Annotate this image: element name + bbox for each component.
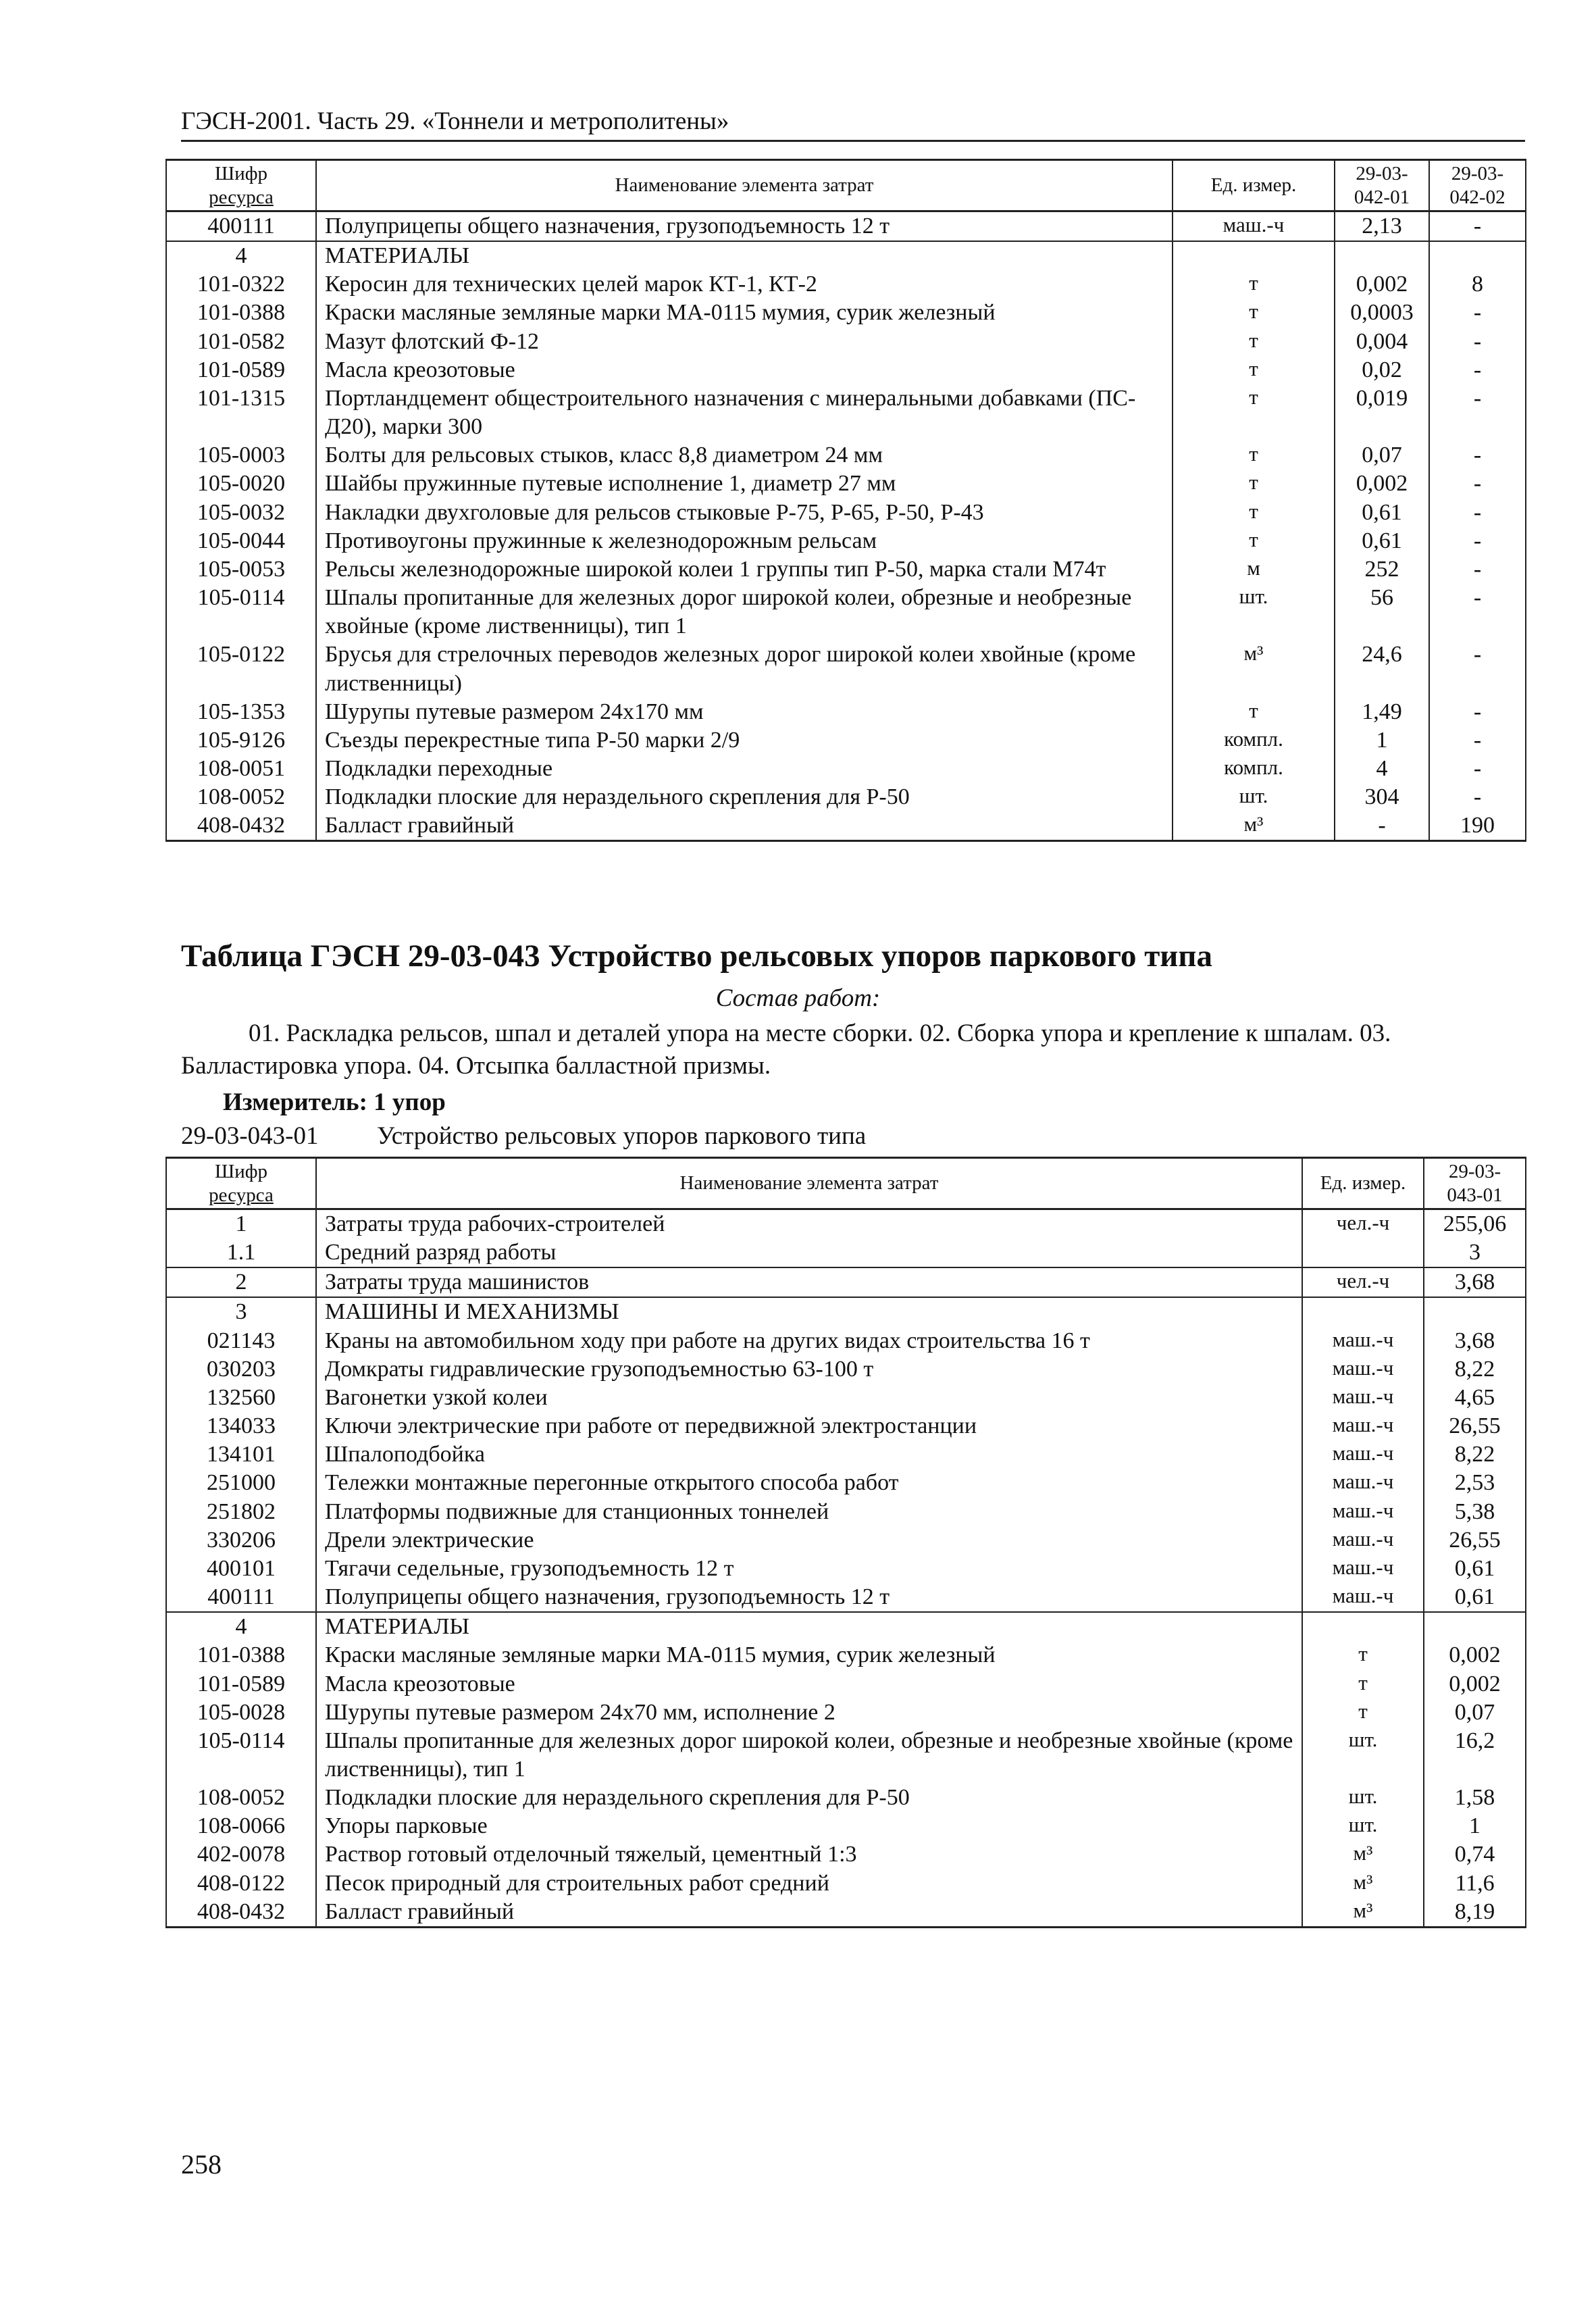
table-row [166,1555,1526,1583]
cell-v1: 0,002 [1424,1670,1526,1699]
cell-unit: маш.-ч [1302,1440,1424,1469]
cell-name: Полуприцепы общего назначения, грузоподъемность 12 т [316,1583,1302,1612]
cell-code: 101-0322 [166,270,316,299]
resource-table-042 [165,159,1526,842]
cell-unit: т [1173,356,1335,384]
norm-line [181,1122,866,1151]
section-row [166,241,1526,270]
cell-v2: 190 [1429,811,1526,841]
cell-name: Песок природный для строительных работ средний [316,1869,1302,1898]
table-row [166,1583,1526,1612]
table-row [166,1898,1526,1928]
cell-code: 105-9126 [166,726,316,755]
header-norm-01: 29-03-042-01 [1335,160,1429,211]
cell-unit [1302,1297,1424,1326]
cell-name: Тележки монтажные перегонные открытого способа работ [316,1469,1302,1497]
cell-v1: 16,2 [1424,1727,1526,1784]
cell-v1: 304 [1335,783,1429,811]
cell-unit: компл. [1173,726,1335,755]
cell-unit: маш.-ч [1302,1355,1424,1384]
resource-table-043 [165,1157,1526,1928]
cell-unit: маш.-ч [1302,1555,1424,1583]
cell-unit [1302,1612,1424,1641]
cell-unit: т [1302,1670,1424,1699]
cell-name: Полуприцепы общего назначения, грузоподъемность 12 т [316,211,1173,242]
table-row [166,1238,1526,1267]
cell-unit: маш.-ч [1302,1327,1424,1355]
cell-v1: 0,002 [1335,470,1429,498]
cell-v2: - [1429,211,1526,242]
cell-v1: 0,61 [1335,499,1429,527]
cell-name: Мазут флотский Ф-12 [316,328,1173,356]
cell-name: Болты для рельсовых стыков, класс 8,8 диаметром 24 мм [316,441,1173,470]
table-row [166,270,1526,299]
cell-code: 4 [166,241,316,270]
cell-code: 108-0051 [166,755,316,783]
page-number: 258 [181,2149,222,2180]
cell-code: 108-0052 [166,783,316,811]
cell-code: 105-1353 [166,698,316,726]
cell-name: МАШИНЫ И МЕХАНИЗМЫ [316,1297,1302,1326]
cell-v2: - [1429,783,1526,811]
table-row [166,1412,1526,1440]
works-description: 01. Раскладка рельсов, шпал и деталей упора на месте сборки. 02. Сборка упора и крепление к шпалам. 03. Балластировка упора. 04. Отсыпка балластной призмы. [181,1020,1391,1080]
table-row [166,783,1526,811]
cell-v1: 3,68 [1424,1327,1526,1355]
table-row [166,527,1526,555]
cell-code: 101-0388 [166,299,316,327]
header-code: Шифр ресурса [166,1158,316,1209]
cell-unit: т [1173,441,1335,470]
cell-v1: 0,0003 [1335,299,1429,327]
cell-code: 408-0432 [166,1898,316,1928]
cell-code: 1.1 [166,1238,316,1267]
cell-unit: м³ [1173,640,1335,697]
cell-name: Портландцемент общестроительного назначения с минеральными добавками (ПС-Д20), марки 300 [316,384,1173,441]
running-header: ГЭСН-2001. Часть 29. «Тоннели и метрополитены» [181,107,1525,142]
cell-v1: 0,74 [1424,1840,1526,1869]
cell-v1: 26,55 [1424,1526,1526,1555]
cell-unit: т [1173,470,1335,498]
cell-unit: т [1302,1641,1424,1669]
cell-unit [1173,241,1335,270]
cell-unit: м³ [1302,1840,1424,1869]
cell-unit: т [1302,1699,1424,1727]
cell-v1: - [1335,811,1429,841]
cell-code: 101-0589 [166,356,316,384]
section-title: Таблица ГЭСН 29-03-043 Устройство рельсовых упоров паркового типа [181,938,1212,974]
cell-code: 101-0589 [166,1670,316,1699]
header-name: Наименование элемента затрат [316,160,1173,211]
cell-v2: - [1429,299,1526,327]
cell-v1: 252 [1335,555,1429,584]
table-row [166,584,1526,640]
cell-name: Тягачи седельные, грузоподъемность 12 т [316,1555,1302,1583]
table-body [166,1209,1526,1928]
cell-name: Вагонетки узкой колеи [316,1384,1302,1412]
cell-v1 [1424,1612,1526,1641]
table-row [166,1355,1526,1384]
cell-v2: - [1429,499,1526,527]
cell-v1: 0,07 [1335,441,1429,470]
table-row [166,1440,1526,1469]
cell-v1: 2,53 [1424,1469,1526,1497]
cell-code: 400101 [166,1555,316,1583]
table-row [166,1641,1526,1669]
cell-unit: т [1173,384,1335,441]
cell-name: Подкладки плоские для нераздельного скрепления для Р-50 [316,783,1173,811]
cell-code: 134033 [166,1412,316,1440]
table-row [166,1727,1526,1784]
cell-code: 105-0053 [166,555,316,584]
table-row [166,726,1526,755]
cell-code: 105-0032 [166,499,316,527]
cell-v1: 56 [1335,584,1429,640]
cell-v2 [1429,241,1526,270]
cell-name: МАТЕРИАЛЫ [316,1612,1302,1641]
cell-unit: м³ [1173,811,1335,841]
header-unit: Ед. измер. [1302,1158,1424,1209]
table-row [166,441,1526,470]
cell-unit: шт. [1302,1727,1424,1784]
header-unit: Ед. измер. [1173,160,1335,211]
header-code: Шифр ресурса [166,160,316,211]
cell-v2: - [1429,698,1526,726]
table-row [166,384,1526,441]
cell-name: Раствор готовый отделочный тяжелый, цементный 1:3 [316,1840,1302,1869]
cell-v1 [1424,1297,1526,1326]
table-row [166,1840,1526,1869]
cell-name: МАТЕРИАЛЫ [316,241,1173,270]
meter-line: Измеритель: 1 упор [223,1088,446,1116]
cell-unit: т [1173,299,1335,327]
cell-name: Подкладки переходные [316,755,1173,783]
cell-name: Керосин для технических целей марок КТ-1, КТ-2 [316,270,1173,299]
cell-v2: - [1429,755,1526,783]
cell-unit: т [1173,698,1335,726]
cell-name: Краски масляные земляные марки МА-0115 мумия, сурик железный [316,299,1173,327]
works-caption: Состав работ: [715,984,881,1012]
cell-name: Краны на автомобильном ходу при работе на других видах строительства 16 т [316,1327,1302,1355]
table-row [166,1267,1526,1297]
cell-name: Домкраты гидравлические грузоподъемностью 63-100 т [316,1355,1302,1384]
section-row [166,1612,1526,1641]
cell-code: 2 [166,1267,316,1297]
cell-v1: 0,07 [1424,1699,1526,1727]
table-header-row [166,1158,1526,1209]
cell-code: 1 [166,1209,316,1239]
table-row [166,499,1526,527]
cell-unit [1302,1238,1424,1267]
cell-unit: т [1173,328,1335,356]
table-row [166,1869,1526,1898]
table-row [166,640,1526,697]
cell-v2: - [1429,640,1526,697]
cell-code: 105-0020 [166,470,316,498]
cell-unit: шт. [1173,783,1335,811]
section-row [166,1297,1526,1326]
table-row [166,328,1526,356]
cell-code: 400111 [166,1583,316,1612]
header-norm-01: 29-03-043-01 [1424,1158,1526,1209]
cell-v1: 11,6 [1424,1869,1526,1898]
cell-code: 251802 [166,1498,316,1526]
cell-unit: м [1173,555,1335,584]
table-header-row [166,160,1526,211]
cell-code: 402-0078 [166,1840,316,1869]
cell-v1: 0,61 [1424,1583,1526,1612]
cell-unit: маш.-ч [1173,211,1335,242]
cell-code: 105-0122 [166,640,316,697]
cell-name: Шпалы пропитанные для железных дорог широкой колеи, обрезные и необрезные хвойные (кроме лиственницы), тип 1 [316,1727,1302,1784]
cell-unit: маш.-ч [1302,1384,1424,1412]
cell-code: 330206 [166,1526,316,1555]
cell-unit: чел.-ч [1302,1267,1424,1297]
cell-v1: 0,61 [1335,527,1429,555]
table-row [166,1209,1526,1239]
cell-name: Шурупы путевые размером 24х170 мм [316,698,1173,726]
cell-code: 408-0432 [166,811,316,841]
table-row [166,1498,1526,1526]
cell-v1: 24,6 [1335,640,1429,697]
cell-code: 030203 [166,1355,316,1384]
cell-v1: 5,38 [1424,1498,1526,1526]
cell-v1: 1,49 [1335,698,1429,726]
cell-v1: 8,22 [1424,1355,1526,1384]
table-row [166,1327,1526,1355]
cell-v1: 0,002 [1424,1641,1526,1669]
cell-unit: шт. [1302,1812,1424,1840]
cell-v1: 4 [1335,755,1429,783]
header-name: Наименование элемента затрат [316,1158,1302,1209]
cell-v2: - [1429,527,1526,555]
cell-v1: 8,19 [1424,1898,1526,1928]
cell-unit: т [1173,499,1335,527]
cell-v1: 0,004 [1335,328,1429,356]
cell-unit: чел.-ч [1302,1209,1424,1239]
cell-name: Шурупы путевые размером 24х70 мм, исполнение 2 [316,1699,1302,1727]
table-row [166,755,1526,783]
cell-code: 105-0044 [166,527,316,555]
header-norm-02: 29-03-042-02 [1429,160,1526,211]
cell-name: Противоугоны пружинные к железнодорожным рельсам [316,527,1173,555]
cell-name: Дрели электрические [316,1526,1302,1555]
cell-code: 101-0388 [166,1641,316,1669]
cell-v1: 0,019 [1335,384,1429,441]
cell-v1: 8,22 [1424,1440,1526,1469]
cell-v2: - [1429,384,1526,441]
table-row [166,299,1526,327]
cell-v2: - [1429,726,1526,755]
cell-v1: 1 [1335,726,1429,755]
cell-name: Ключи электрические при работе от передвижной электростанции [316,1412,1302,1440]
table-row [166,1384,1526,1412]
cell-v2: - [1429,584,1526,640]
cell-code: 108-0066 [166,1812,316,1840]
table-row [166,555,1526,584]
cell-code: 105-0028 [166,1699,316,1727]
cell-v2: - [1429,356,1526,384]
cell-name: Балласт гравийный [316,1898,1302,1928]
cell-unit: м³ [1302,1869,1424,1898]
cell-v2: - [1429,470,1526,498]
cell-unit: маш.-ч [1302,1412,1424,1440]
table-row [166,1469,1526,1497]
cell-name: Балласт гравийный [316,811,1173,841]
cell-unit: т [1173,527,1335,555]
cell-code: 101-1315 [166,384,316,441]
cell-v1: 0,002 [1335,270,1429,299]
cell-unit: маш.-ч [1302,1469,1424,1497]
cell-unit: маш.-ч [1302,1526,1424,1555]
table-row [166,1812,1526,1840]
cell-v2: - [1429,328,1526,356]
table-row [166,811,1526,841]
cell-v1: 0,61 [1424,1555,1526,1583]
cell-name: Затраты труда рабочих-строителей [316,1209,1302,1239]
cell-code: 4 [166,1612,316,1641]
cell-code: 3 [166,1297,316,1326]
cell-unit: т [1173,270,1335,299]
cell-name: Шайбы пружинные путевые исполнение 1, диаметр 27 мм [316,470,1173,498]
table-row [166,1670,1526,1699]
cell-unit: компл. [1173,755,1335,783]
cell-code: 105-0114 [166,1727,316,1784]
cell-code: 134101 [166,1440,316,1469]
table-row [166,356,1526,384]
cell-name: Краски масляные земляные марки МА-0115 мумия, сурик железный [316,1641,1302,1669]
cell-name: Масла креозотовые [316,1670,1302,1699]
cell-name: Шпалоподбойка [316,1440,1302,1469]
cell-unit: шт. [1302,1784,1424,1812]
cell-name: Масла креозотовые [316,356,1173,384]
table-row [166,211,1526,242]
cell-name: Упоры парковые [316,1812,1302,1840]
cell-v1: 255,06 [1424,1209,1526,1239]
cell-name: Брусья для стрелочных переводов железных дорог широкой колеи хвойные (кроме лиственницы) [316,640,1173,697]
cell-unit: маш.-ч [1302,1498,1424,1526]
cell-name: Съезды перекрестные типа Р-50 марки 2/9 [316,726,1173,755]
cell-name: Шпалы пропитанные для железных дорог широкой колеи, обрезные и необрезные хвойные (кроме лиственницы), тип 1 [316,584,1173,640]
cell-code: 400111 [166,211,316,242]
norm-code: 29-03-043-01 [181,1122,319,1150]
cell-name: Платформы подвижные для станционных тоннелей [316,1498,1302,1526]
table-row [166,1699,1526,1727]
cell-code: 101-0582 [166,328,316,356]
cell-v1: 26,55 [1424,1412,1526,1440]
cell-name: Подкладки плоские для нераздельного скрепления для Р-50 [316,1784,1302,1812]
cell-v1: 0,02 [1335,356,1429,384]
cell-unit: маш.-ч [1302,1583,1424,1612]
cell-name: Средний разряд работы [316,1238,1302,1267]
cell-code: 108-0052 [166,1784,316,1812]
cell-v1: 3,68 [1424,1267,1526,1297]
cell-v1 [1335,241,1429,270]
cell-v2: 8 [1429,270,1526,299]
cell-code: 105-0003 [166,441,316,470]
table-row [166,1526,1526,1555]
norm-name: Устройство рельсовых упоров паркового типа [377,1122,867,1150]
cell-name: Затраты труда машинистов [316,1267,1302,1297]
cell-code: 251000 [166,1469,316,1497]
table-body [166,211,1526,841]
cell-v2: - [1429,441,1526,470]
cell-v1: 4,65 [1424,1384,1526,1412]
cell-code: 021143 [166,1327,316,1355]
cell-v1: 1,58 [1424,1784,1526,1812]
cell-v2: - [1429,555,1526,584]
cell-code: 105-0114 [166,584,316,640]
table-row [166,698,1526,726]
table-row [166,470,1526,498]
cell-v1: 2,13 [1335,211,1429,242]
cell-code: 132560 [166,1384,316,1412]
cell-v1: 3 [1424,1238,1526,1267]
table-row [166,1784,1526,1812]
cell-code: 408-0122 [166,1869,316,1898]
cell-unit: м³ [1302,1898,1424,1928]
cell-v1: 1 [1424,1812,1526,1840]
cell-unit: шт. [1173,584,1335,640]
cell-name: Рельсы железнодорожные широкой колеи 1 группы тип Р-50, марка стали М74т [316,555,1173,584]
cell-name: Накладки двухголовые для рельсов стыковые Р-75, Р-65, Р-50, Р-43 [316,499,1173,527]
